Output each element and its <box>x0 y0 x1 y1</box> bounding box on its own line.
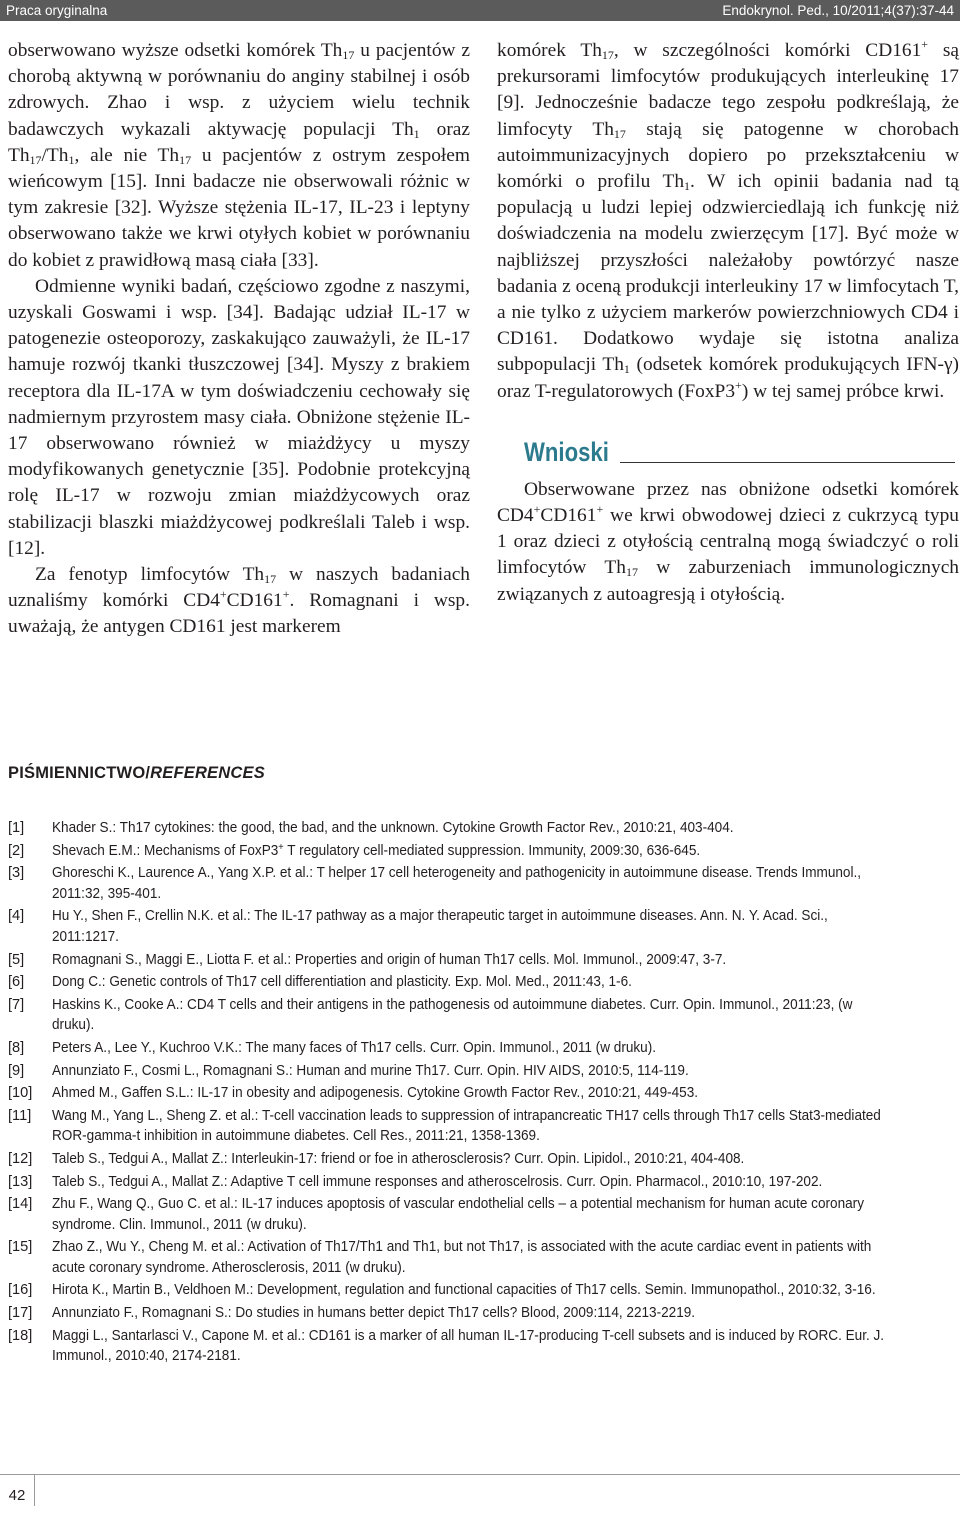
reference-number: [5] <box>8 951 25 968</box>
reference-text: Hirota K., Martin B., Veldhoen M.: Development, regulation and functional capacities of Th17 cells. Semin. Immunopathol., 2010:32, 3-16. <box>52 1282 876 1299</box>
section-heading-text: Wnioski <box>524 436 609 467</box>
heading-rule <box>620 462 955 463</box>
reference-item <box>8 863 958 904</box>
reference-text: Wang M., Yang L., Sheng Z. et al.: T-cell vaccination leads to suppression of intrapancreatic TH17 cells through Th17 cells Stat3-mediated ROR-gamma-t inhibition in autoimmune diabetes. Cell Res., 2011:21, 1358-1369. <box>52 1107 881 1145</box>
reference-text: Shevach E.M.: Mechanisms of FoxP3+ T regulatory cell-mediated suppression. Immunity, 2009:30, 636-645. <box>52 841 701 859</box>
reference-item <box>8 995 958 1036</box>
reference-number: [11] <box>8 1107 32 1124</box>
paragraph: Obserwowane przez nas obniżone odsetki komórek CD4+CD161+ we krwi obwodowej dzieci z cukrzycą typu 1 oraz dzieci z otyłością centralną mogą świadczyć o roli limfocytów $Th_{17}$ w zaburzeniach immunologicznych związanych z autoagresją i otyłością. <box>497 478 959 605</box>
reference-text: Ahmed M., Gaffen S.L.: IL-17 in obesity and adipogenesis. Cytokine Growth Factor Rev., 2010:21, 449-453. <box>52 1085 699 1102</box>
header-journal-citation: Endokrynol. Ped., 10/2011;4(37):37-44 <box>722 3 954 18</box>
reference-item <box>8 1237 958 1278</box>
reference-number: [15] <box>8 1239 33 1256</box>
footer-rule <box>0 1474 960 1475</box>
references-heading: PIŚMIENNICTWO/REFERENCES <box>8 764 265 782</box>
reference-text: Peters A., Lee Y., Kuchroo V.K.: The many faces of Th17 cells. Curr. Opin. Immunol., 2011 (w druku). <box>52 1039 657 1056</box>
reference-item <box>8 1061 958 1082</box>
right-column <box>497 38 959 608</box>
reference-number: [14] <box>8 1196 33 1213</box>
reference-item <box>8 906 958 947</box>
reference-text: Maggi L., Santarlasci V., Capone M. et al.: CD161 is a marker of all human IL-17-producing T-cell subsets and is induced by RORC. Eur. J. Immunol., 2010:40, 2174-2181. <box>52 1327 885 1365</box>
reference-text: Romagnani S., Maggi E., Liotta F. et al.: Properties and origin of human Th17 cells. Mol. Immunol., 2009:47, 3-7. <box>52 951 727 968</box>
paragraph-continued: obserwowano wyższe odsetki komórek $Th_{17}$ u pacjentów z chorobą aktywną w porównaniu do anginy stabilnej i osób zdrowych. Zhao i wsp. z użyciem wielu technik badawczych wykazali aktywację populacji $Th_1$ oraz $Th_{17}/Th_1$, ale nie $Th_{17}$ u pacjentów z ostrym zespołem wieńcowym [15]. Inni badacze nie obserwowali różnic w tym zakresie [32]. Wyższe stężenia IL-17, IL-23 i leptyny obserwowano także we krwi otyłych kobiet w porównaniu do kobiet z prawidłową masą ciała [33]. <box>8 40 470 271</box>
reference-text: Hu Y., Shen F., Crellin N.K. et al.: The IL-17 pathway as a major therapeutic target in autoimmune diseases. Ann. N. Y. Acad. Sci., 2011:1217. <box>52 908 828 945</box>
reference-item <box>8 841 958 862</box>
reference-number: [9] <box>8 1062 25 1079</box>
reference-number: [6] <box>8 974 25 991</box>
reference-item <box>8 1194 958 1235</box>
header-section-label: Praca oryginalna <box>6 3 108 18</box>
reference-item <box>8 950 958 971</box>
reference-item <box>8 1083 958 1104</box>
reference-text: Zhu F., Wang Q., Guo C. et al.: IL-17 induces apoptosis of vascular endothelial cells – a potential mechanism for human acute coronary syndrome. Clin. Immunol., 2011 (w druku). <box>52 1196 864 1233</box>
reference-number: [17] <box>8 1305 33 1322</box>
reference-number: [16] <box>8 1282 33 1299</box>
reference-text: Zhao Z., Wu Y., Cheng M. et al.: Activation of Th17/Th1 and Th1, but not Th17, is associated with the acute cardiac event in patients with acute coronary syndrome. Atherosclerosis, 2011 (w druku). <box>52 1239 872 1276</box>
reference-number: [8] <box>8 1039 25 1056</box>
reference-number: [1] <box>8 820 25 836</box>
reference-number: [4] <box>8 908 25 925</box>
reference-item <box>8 1280 958 1301</box>
reference-text: Taleb S., Tedgui A., Mallat Z.: Interleukin-17: friend or foe in atherosclerosis? Curr. Opin. Lipidol., 2010:21, 404-408. <box>52 1150 745 1167</box>
reference-number: [18] <box>8 1327 33 1344</box>
reference-text: Ghoreschi K., Laurence A., Yang X.P. et al.: T helper 17 cell heterogeneity and pathogenicity in autoimmune disease. Trends Immunol., 2011:32, 395-401. <box>52 865 862 902</box>
reference-number: [10] <box>8 1085 33 1102</box>
reference-text: Annunziato F., Romagnani S.: Do studies in humans better depict Th17 cells? Blood, 2009:114, 2213-2219. <box>52 1305 696 1322</box>
reference-text: Khader S.: Th17 cytokines: the good, the bad, and the unknown. Cytokine Growth Factor Rev., 2010:21, 403-404. <box>52 820 734 836</box>
reference-text: Dong C.: Genetic controls of Th17 cell differentiation and plasticity. Exp. Mol. Med., 2011:43, 1-6. <box>52 974 632 991</box>
reference-number: [13] <box>8 1173 33 1190</box>
page-number: 42 <box>0 1474 35 1506</box>
section-heading-conclusions <box>524 435 959 469</box>
reference-item <box>8 1303 958 1324</box>
reference-text: Taleb S., Tedgui A., Mallat Z.: Adaptive T cell immune responses and atheroscelrosis. Curr. Opin. Pharmacol., 2010:10, 197-202. <box>52 1173 823 1190</box>
reference-number: [7] <box>8 996 25 1013</box>
reference-text: Annunziato F., Cosmi L., Romagnani S.: Human and murine Th17. Curr. Opin. HIV AIDS, 2010:5, 114-119. <box>52 1062 689 1079</box>
reference-number: [3] <box>8 865 25 882</box>
left-column <box>8 38 470 641</box>
reference-number: [2] <box>8 842 25 859</box>
reference-text: Haskins K., Cooke A.: CD4 T cells and their antigens in the pathogenesis od autoimmune diabetes. Curr. Opin. Immunol., 2011:23, (w druku). <box>52 996 853 1034</box>
references-list <box>8 818 958 1369</box>
paragraph-continued: komórek $Th_{17}$, w szczególności komórki CD161+ są prekursorami limfocytów produkujących interleukinę 17 [9]. Jednocześnie badacze tego zespołu podkreślają, że limfocyty $Th_{17}$ stają się patogenne w chorobach autoimmunizacyjnych dopiero po przekształceniu w komórki o profilu $Th_1$. W ich opinii badania nad tą populacją u ludzi lepiej odzwierciedlają ich funkcję niż doświadczenia na modelu zwierzęcym [17]. Być może w najbliższej przyszłości należałoby powtórzyć nasze badania z oceną produkcji interleukiny 17 w limfocytach T, a nie tylko z użyciem markerów powierzchniowych CD4 i CD161. Dodatkowo wydaje się istotna analiza subpopulacji $Th_1$ (odsetek komórek produkujących IFN-γ) oraz T-regulatorowych (FoxP3+) w tej samej próbce krwi. <box>497 37 959 402</box>
running-header <box>0 0 960 21</box>
reference-item <box>8 1172 958 1193</box>
reference-item <box>8 972 958 993</box>
reference-item <box>8 818 958 839</box>
reference-number: [12] <box>8 1150 33 1167</box>
reference-item <box>8 1106 958 1147</box>
paragraph: Odmienne wyniki badań, częściowo zgodne z naszymi, uzyskali Goswami i wsp. [34]. Badając udział IL-17 w patogenezie osteoporozy, zaskakująco zauważyli, że IL-17 hamuje rozwój tkanki tłuszczowej [34]. Myszy z brakiem receptora dla IL-17A w tym doświadczeniu cechowały się nadmiernym przyrostem masy ciała. Obniżone stężenie IL-17 obserwowano również w miażdżycy u myszy modyfikowanych genetycznie [35]. Podobnie protekcyjną rolę IL-17 w rozwoju zmian miażdżycowych oraz stabilizacji blaszki miażdżycowej podkreślali Taleb i wsp. [12]. <box>8 275 470 559</box>
reference-item <box>8 1149 958 1170</box>
reference-item <box>8 1326 958 1367</box>
paragraph: Za fenotyp limfocytów $Th_{17}$ w naszych badaniach uznaliśmy komórki CD4+CD161+. Romagnani i wsp. uważają, że antygen CD161 jest markerem <box>8 564 470 638</box>
reference-item <box>8 1038 958 1059</box>
